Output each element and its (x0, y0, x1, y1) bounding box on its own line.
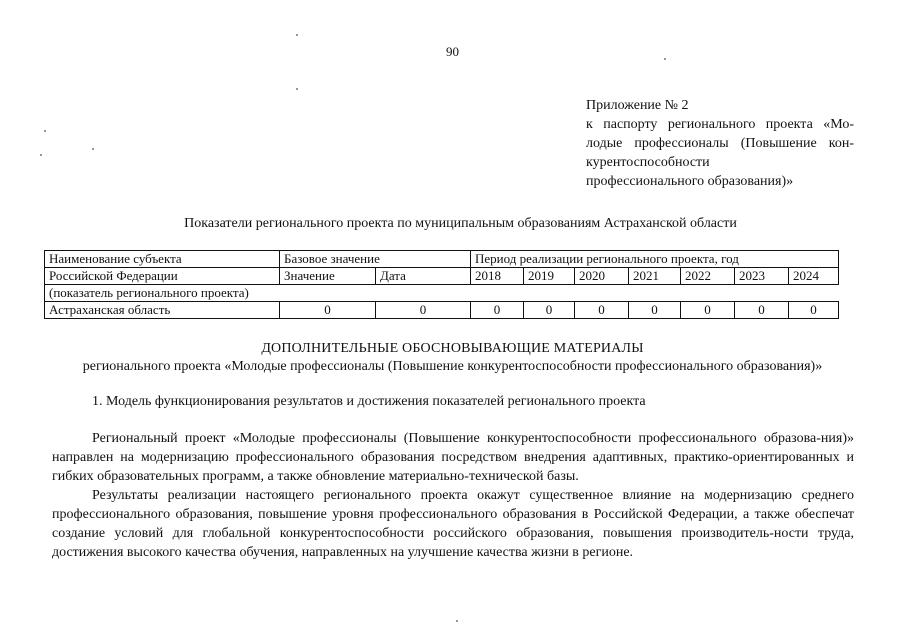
scan-speck (44, 130, 46, 132)
cell-year-value: 0 (471, 302, 524, 319)
header-year: 2021 (629, 268, 681, 285)
header-year: 2019 (524, 268, 575, 285)
header-year: 2022 (681, 268, 735, 285)
paragraph: Результаты реализации настоящего регионального проекта окажут существенное влияние на модернизацию среднего профессионального образования, повышение уровня профессионального образования в Российской Федерации, а также обеспечат создание условий для глобальной конкурентоспособности российского образования, повышения производитель-ности труда, достижения высокого качества обучения, направленных на улучшение качества жизни в регионе. (52, 488, 854, 560)
scan-speck (296, 34, 298, 36)
subsection-title: 1. Модель функционирования результатов и достижения показателей регионального проекта (92, 394, 646, 409)
scan-speck (664, 58, 666, 60)
scan-speck (456, 620, 458, 622)
appendix-line: Приложение № 2 (586, 98, 689, 113)
table-indicator-row (45, 285, 839, 302)
header-value: Значение (280, 268, 376, 285)
table-header-row (45, 268, 839, 285)
indicator-label: (показатель регионального проекта) (45, 285, 839, 302)
scan-speck (40, 154, 42, 156)
cell-year-value: 0 (629, 302, 681, 319)
body-text (52, 429, 854, 562)
cell-year-value: 0 (735, 302, 789, 319)
cell-year-value: 0 (575, 302, 629, 319)
scan-speck (296, 88, 298, 90)
appendix-note (586, 96, 854, 191)
section-heading-title: ДОПОЛНИТЕЛЬНЫЕ ОБОСНОВЫВАЮЩИЕ МАТЕРИАЛЫ (261, 341, 644, 356)
header-base-value: Базовое значение (280, 251, 471, 268)
appendix-line: лодые профессионалы (Повышение кон- (586, 136, 854, 151)
header-year: 2024 (789, 268, 839, 285)
section-heading (0, 340, 905, 376)
cell-year-value: 0 (681, 302, 735, 319)
header-year: 2023 (735, 268, 789, 285)
paragraph: Региональный проект «Молодые профессионалы (Повышение конкурентоспособности профессионального образова-ния)» направлен на модернизацию профессионального образования посредством внедрения адаптивных, практико-ориентированных и гибких образовательных программ, а также обновление материально-технической базы. (52, 431, 854, 484)
indicators-table (44, 250, 839, 319)
appendix-line: профессионального образования)» (586, 174, 794, 189)
header-subject-name: Наименование субъекта (45, 251, 280, 268)
cell-value: 0 (280, 302, 376, 319)
section-heading-subtitle: регионального проекта «Молодые профессионалы (Повышение конкурентоспособности профессионального образования)» (82, 359, 823, 374)
page-number: 90 (446, 44, 459, 59)
table-header-row (45, 251, 839, 268)
header-year: 2020 (575, 268, 629, 285)
cell-year-value: 0 (524, 302, 575, 319)
header-period: Период реализации регионального проекта, год (471, 251, 839, 268)
cell-year-value: 0 (789, 302, 839, 319)
table-row (45, 302, 839, 319)
scan-speck (92, 148, 94, 150)
cell-date: 0 (376, 302, 471, 319)
region-name: Астраханская область (45, 302, 280, 319)
appendix-line: курентоспособности (586, 155, 710, 170)
header-subject-name-cont: Российской Федерации (45, 268, 280, 285)
appendix-line: к паспорту регионального проекта «Мо- (586, 117, 854, 132)
header-date: Дата (376, 268, 471, 285)
document-title: Показатели регионального проекта по муниципальным образованиям Астраханской области (184, 216, 737, 231)
header-year: 2018 (471, 268, 524, 285)
